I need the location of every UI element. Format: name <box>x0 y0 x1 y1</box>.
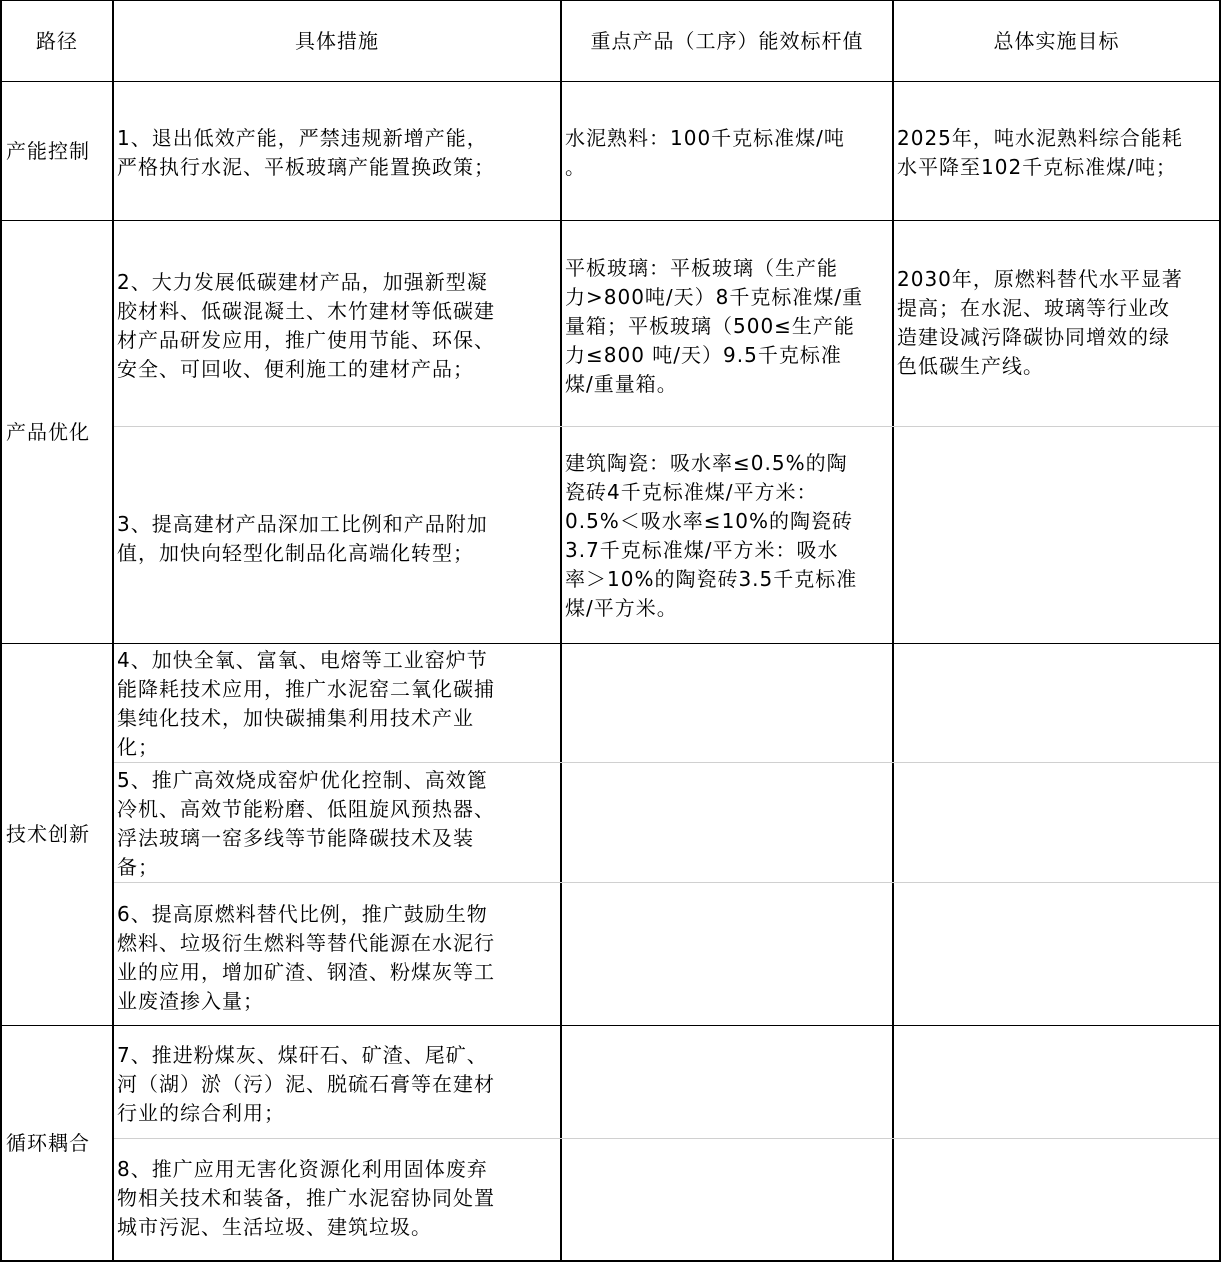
path-tech-innovation: 技术创新 <box>6 822 90 846</box>
benchmark-flat-glass: 平板玻璃：平板玻璃（生产能 力>800吨/天）8千克标准煤/重 量箱；平板玻璃（500≤生产能 力≤800 吨/天）9.5千克标准 煤/重量箱。 <box>565 256 864 396</box>
row-divider <box>0 220 1221 221</box>
measure-4: 4、加快全氧、富氧、电熔等工业窑炉节 能降耗技术应用，推广水泥窑二氧化碳捕 集纯化技术，加快碳捕集利用技术产业 化； <box>117 648 495 759</box>
row-divider-inner <box>114 882 1219 883</box>
row-divider-inner <box>114 1138 1219 1139</box>
measure-6: 6、提高原燃料替代比例，推广鼓励生物 燃料、垃圾衍生燃料等替代能源在水泥行 业的应用，增加矿渣、钢渣、粉煤灰等工 业废渣掺入量； <box>117 902 495 1013</box>
path-circular-coupling: 循环耦合 <box>6 1130 90 1155</box>
measure-8: 8、推广应用无害化资源化利用固体废弃 物相关技术和装备，推广水泥窑协同处置 城市污泥、生活垃圾、建筑垃圾。 <box>117 1157 495 1239</box>
path-capacity-control: 产能控制 <box>6 138 90 163</box>
target-2025: 2025年，吨水泥熟料综合能耗 水平降至102千克标准煤/吨； <box>897 126 1183 179</box>
row-divider-inner <box>114 762 1219 763</box>
measure-7: 7、推进粉煤灰、煤矸石、矿渣、尾矿、 河（湖）淤（污）泥、脱硫石膏等在建材 行业的综合利用； <box>117 1043 495 1125</box>
path-product-optimization: 产品优化 <box>6 419 90 444</box>
benchmark-building-ceramics: 建筑陶瓷：吸水率≤0.5%的陶 瓷砖4千克标准煤/平方米： 0.5%＜吸水率≤10%的陶瓷砖 3.7千克标准煤/平方米：吸水 率＞10%的陶瓷砖3.5千克标准 煤/平方米。 <box>565 451 858 620</box>
header-measures: 具体措施 <box>295 28 379 53</box>
header-benchmark: 重点产品（工序）能效标杆值 <box>590 28 864 53</box>
header-target: 总体实施目标 <box>993 28 1120 53</box>
row-divider <box>0 81 1221 82</box>
row-divider-inner <box>114 426 1219 427</box>
measure-5: 5、推广高效烧成窑炉优化控制、高效篦 冷机、高效节能粉磨、低阻旋风预热器、 浮法玻璃一窑多线等节能降碳技术及装 备； <box>117 768 495 879</box>
measure-2: 2、大力发展低碳建材产品，加强新型凝 胶材料、低碳混凝土、木竹建材等低碳建 材产品研发应用，推广使用节能、环保、 安全、可回收、便利施工的建材产品； <box>117 270 495 381</box>
measure-1: 1、退出低效产能，严禁违规新增产能， 严格执行水泥、平板玻璃产能置换政策； <box>117 126 495 179</box>
header-path: 路径 <box>36 28 78 53</box>
benchmark-cement-clinker: 水泥熟料：100千克标准煤/吨 。 <box>565 126 845 179</box>
measure-3: 3、提高建材产品深加工比例和产品附加 值，加快向轻型化制品化高端化转型； <box>117 512 488 565</box>
target-2030: 2030年，原燃料替代水平显著 提高；在水泥、玻璃等行业改 造建设减污降碳协同增效的绿 色低碳生产线。 <box>897 267 1183 378</box>
row-divider <box>0 643 1221 644</box>
row-divider <box>0 1025 1221 1026</box>
